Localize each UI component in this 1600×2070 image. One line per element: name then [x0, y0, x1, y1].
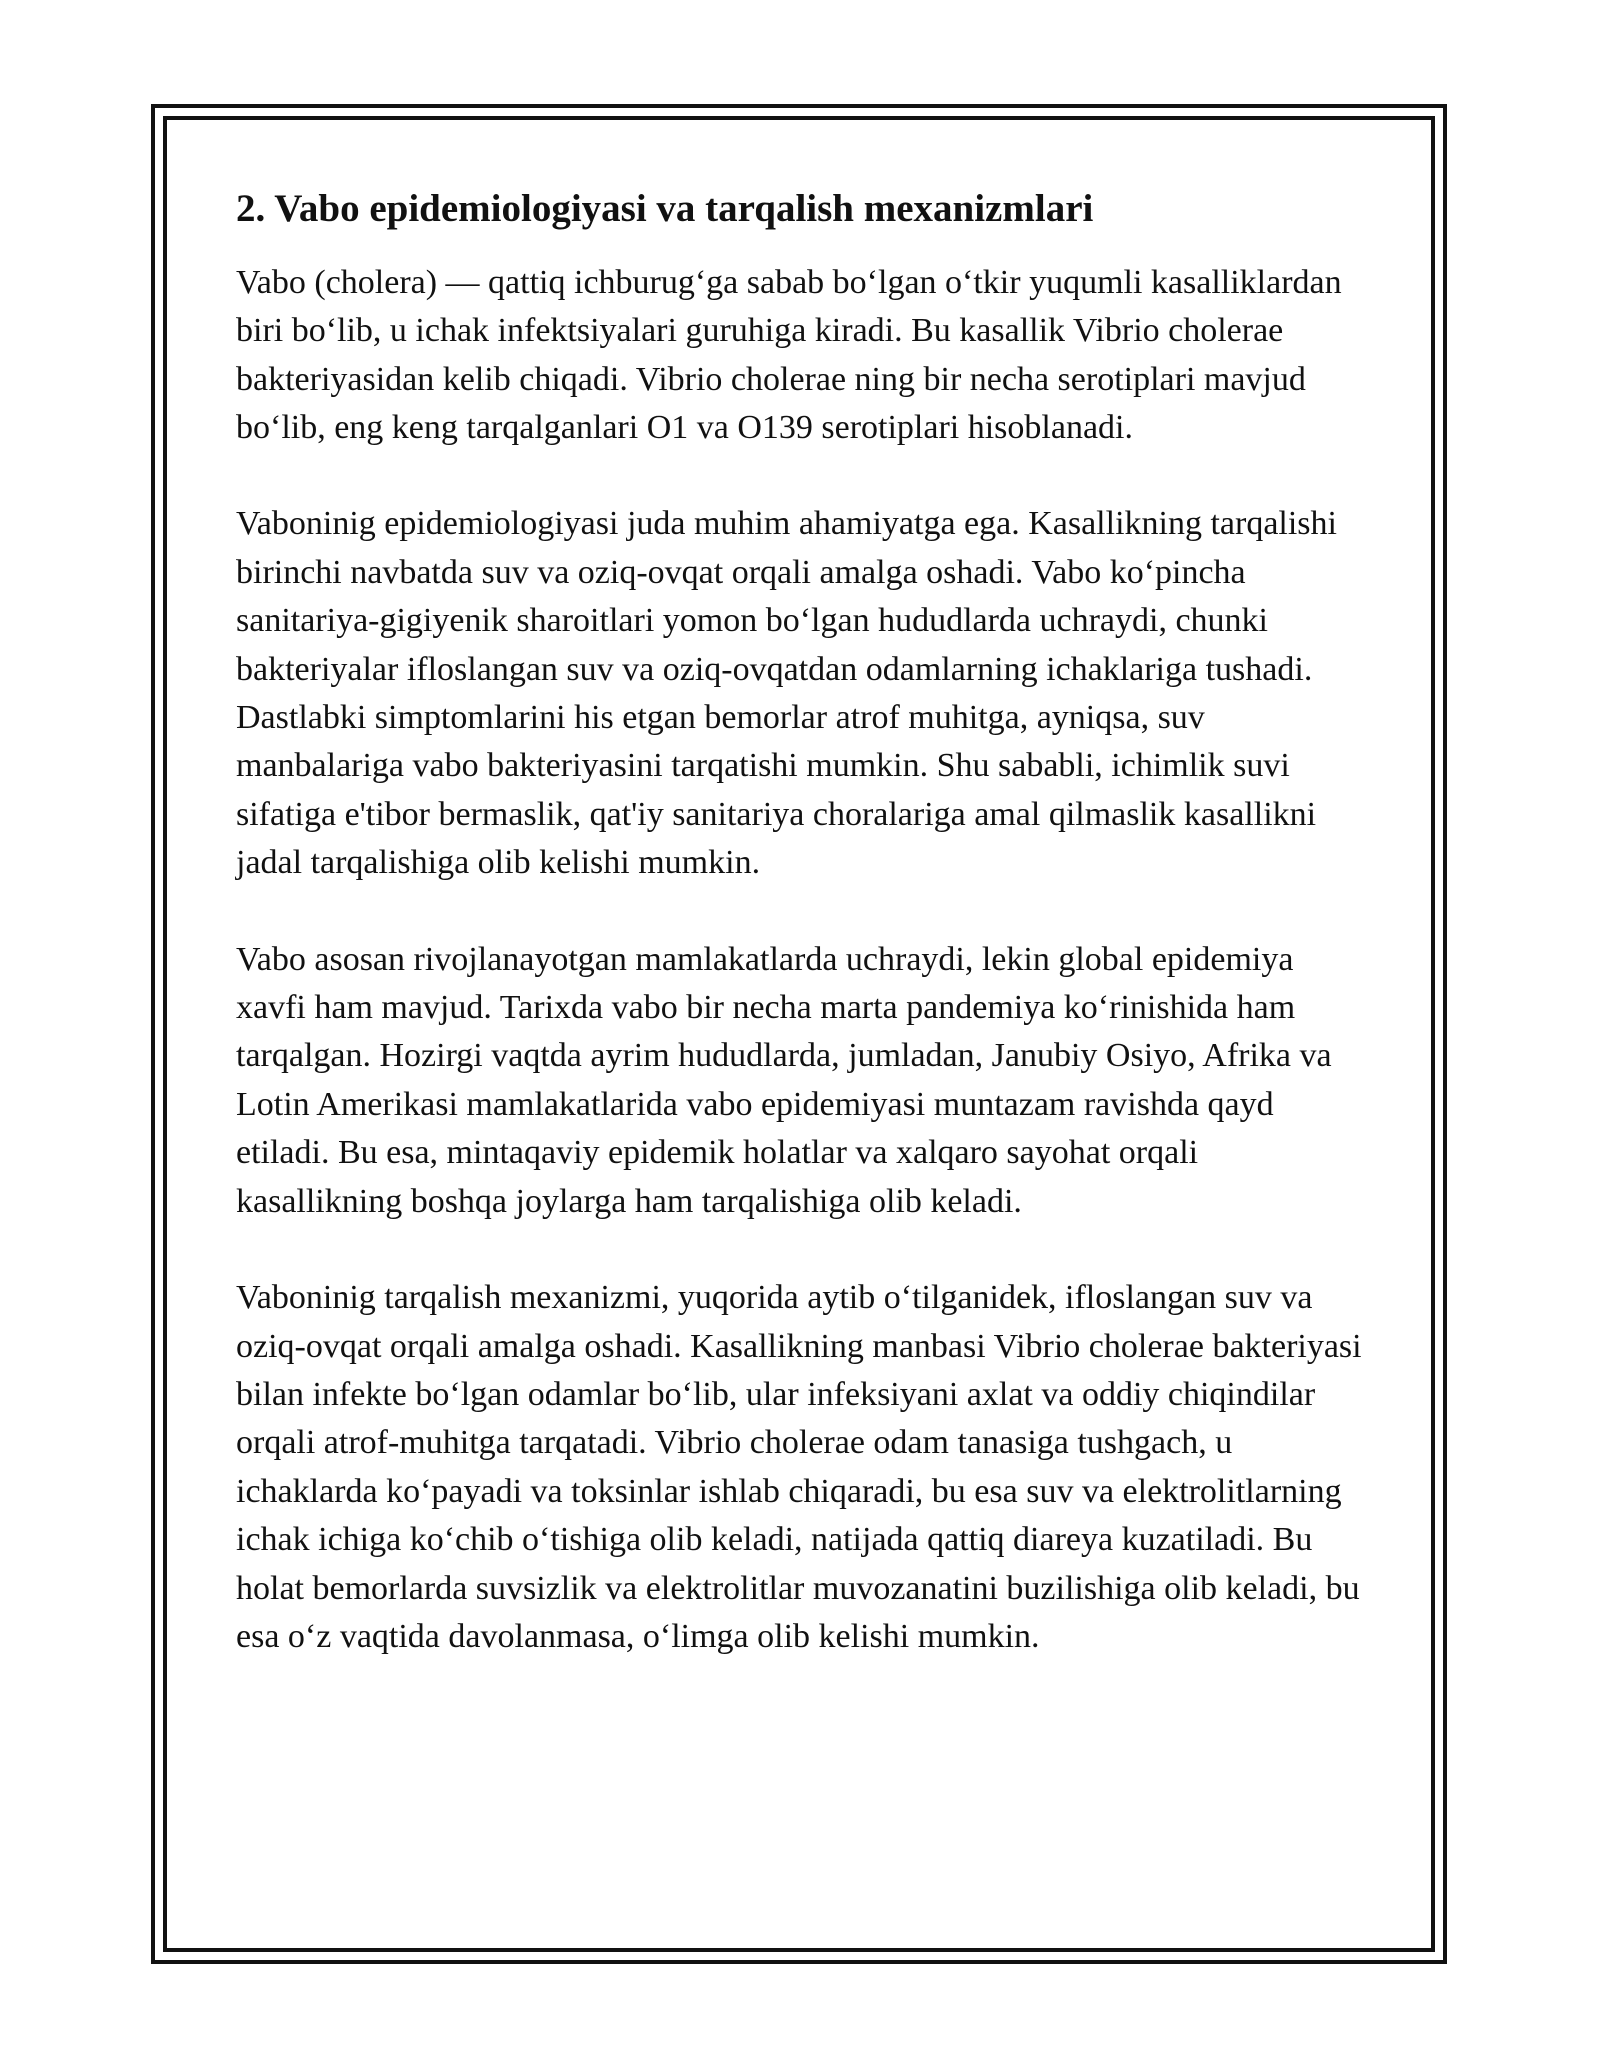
paragraph-4: Vaboninig tarqalish mexanizmi, yuqorida aytib o‘tilganidek, ifloslangan suv va oziq-ovqat orqali amalga oshadi. Kasallikning manbasi Vibrio cholerae bakteriyasi bilan infekte bo‘lgan odamlar bo‘lib, ular infeksiyani axlat va oddiy chiqindilar orqali atrof-muhitga tarqatadi. Vibrio cholerae odam tanasiga tushgach, u ichaklarda ko‘payadi va toksinlar ishlab chiqaradi, bu esa suv va elektrolitlarning ichak ichiga ko‘chib o‘tishiga olib keladi, natijada qattiq diareya kuzatiladi. Bu holat bemorlarda suvsizlik va elektrolitlar muvozanatini buzilishiga olib keladi, bu esa o‘z vaqtida davolanmasa, o‘limga olib kelishi mumkin.	[236, 1279, 1362, 1655]
paragraph-2: Vaboninig epidemiologiyasi juda muhim ahamiyatga ega. Kasallikning tarqalishi birinchi navbatda suv va oziq-ovqat orqali amalga oshadi. Vabo ko‘pincha sanitariya-gigiyenik sharoitlari yomon bo‘lgan hududlarda uchraydi, chunki bakteriyalar ifloslangan suv va oziq-ovqatdan odamlarning ichaklariga tushadi. Dastlabki simptomlarini his etgan bemorlar atrof muhitga, ayniqsa, suv manbalariga vabo bakteriyasini tarqatishi mumkin. Shu sababli, ichimlik suvi sifatiga e'tibor bermaslik, qat'iy sanitariya choralariga amal qilmaslik kasallikni jadal tarqalishiga olib kelishi mumkin.	[236, 505, 1337, 882]
paragraph-1: Vabo (cholera) — qattiq ichburug‘ga sabab bo‘lgan o‘tkir yuqumli kasalliklardan biri bo‘lib, u ichak infektsiyalari guruhiga kiradi. Bu kasallik Vibrio cholerae bakteriyasidan kelib chiqadi. Vibrio cholerae ning bir necha serotiplari mavjud bo‘lib, eng keng tarqalganlari O1 va O139 serotiplari hisoblanadi.	[236, 263, 1342, 447]
section-heading: 2. Vabo epidemiologiyasi va tarqalish mexanizmlari	[236, 187, 1094, 230]
document-body	[236, 186, 1366, 1709]
paragraph-3: Vabo asosan rivojlanayotgan mamlakatlarda uchraydi, lekin global epidemiya xavfi ham mavjud. Tarixda vabo bir necha marta pandemiya ko‘rinishida ham tarqalgan. Hozirgi vaqtda ayrim hududlarda, jumladan, Janubiy Osiyo, Afrika va Lotin Amerikasi mamlakatlarida vabo epidemiyasi muntazam ravishda qayd etiladi. Bu esa, mintaqaviy epidemik holatlar va xalqaro sayohat orqali kasallikning boshqa joylarga ham tarqalishiga olib keladi.	[236, 940, 1332, 1220]
